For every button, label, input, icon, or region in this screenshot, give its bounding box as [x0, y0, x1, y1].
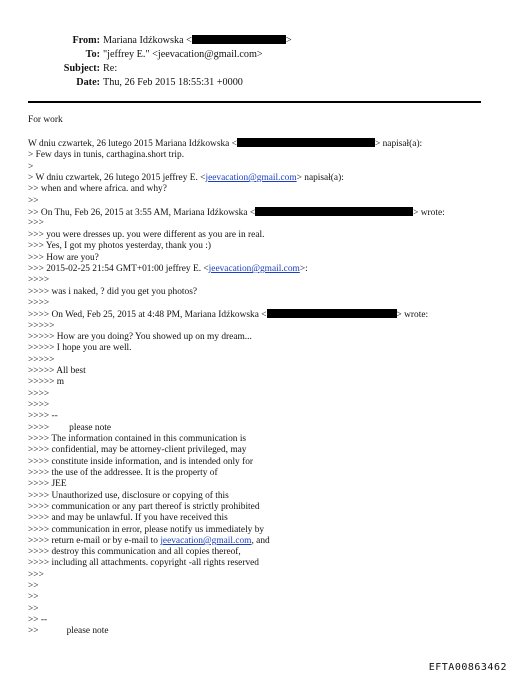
- text: >> On Thu, Feb 26, 2015 at 3:55 AM, Mariana Idźkowska <: [28, 208, 256, 218]
- body-line: >>>> and may be unlawful. If you have received this: [28, 513, 228, 523]
- email-link[interactable]: jeevacation@gmail.com: [208, 264, 300, 274]
- text: please note: [66, 626, 109, 636]
- text: >>>>: [28, 423, 50, 433]
- body-line: [28, 423, 111, 434]
- body-line: >>>> communication or any part thereof is strictly prohibited: [28, 502, 260, 512]
- body-line: >>>> communication in error, please notify us immediately by: [28, 525, 265, 535]
- body-line: >>>>>: [28, 321, 55, 331]
- body-line: >>>>> How are you doing? You showed up on my dream...: [28, 332, 252, 342]
- body-line: [28, 207, 445, 218]
- body-line: >>>> Unauthorized use, disclosure or copying of this: [28, 491, 229, 501]
- text: >:: [299, 264, 308, 274]
- redaction-bar: [267, 309, 397, 318]
- text: > napisał(a):: [374, 139, 423, 149]
- body-line: >>>>: [28, 389, 50, 399]
- redaction-bar: [192, 35, 286, 44]
- body-line: >>>>: [28, 275, 50, 285]
- redaction-bar: [255, 207, 413, 216]
- body-line: >>>>> All best: [28, 366, 86, 376]
- body-line: [28, 536, 270, 547]
- body-line: >>>>: [28, 400, 50, 410]
- body-line: >>>> constitute inside information, and is intended only for: [28, 457, 254, 467]
- body-line: >> when and where africa. and why?: [28, 184, 167, 194]
- body-line: >> --: [28, 615, 48, 625]
- body-line: >>>> the use of the addressee. It is the property of: [28, 468, 218, 478]
- date-value: Thu, 26 Feb 2015 18:55:31 +0000: [103, 77, 243, 88]
- body-line: >>: [28, 581, 39, 591]
- body-line: >: [28, 162, 34, 172]
- from-name: Mariana Idźkowska <: [103, 35, 192, 46]
- body-line: >>>> --: [28, 411, 58, 421]
- body-line: [28, 309, 428, 320]
- header-subject: [0, 62, 512, 75]
- body-line: >>>> destroy this communication and all copies thereof,: [28, 547, 241, 557]
- from-value: [103, 34, 292, 47]
- body-line: >>>>>: [28, 355, 55, 365]
- body-line: >>: [28, 604, 39, 614]
- body-line: > Few days in tunis, carthagina.short trip.: [28, 150, 185, 160]
- body-line: >>>> confidential, may be attorney-client privileged, may: [28, 445, 247, 455]
- header-to: [0, 48, 512, 61]
- body-line: >>>> JEE: [28, 479, 67, 489]
- body-line: [28, 264, 308, 275]
- body-line: [28, 173, 344, 184]
- body-line: >>>> was i naked, ? did you get you photos?: [28, 287, 198, 297]
- document-id: EFTA00863462: [428, 662, 507, 673]
- email-link[interactable]: jeevacation@gmail.com: [160, 536, 252, 546]
- body-line: [28, 626, 109, 637]
- text: >>: [28, 626, 39, 636]
- text: >>> 2015-02-25 21:54 GMT+01:00 jeffrey E. <: [28, 264, 209, 274]
- body-line: For work: [28, 115, 63, 125]
- body-line: >>>> The information contained in this communication is: [28, 434, 247, 444]
- text: > wrote:: [396, 310, 429, 320]
- header-date: [0, 76, 512, 89]
- header-divider: [28, 101, 481, 103]
- text: >>>> On Wed, Feb 25, 2015 at 4:48 PM, Mariana Idźkowska <: [28, 310, 267, 320]
- redaction-bar: [237, 138, 375, 147]
- body-line: [28, 138, 422, 149]
- from-close: >: [285, 35, 292, 46]
- body-line: >>>>> I hope you are well.: [28, 343, 132, 353]
- body-line: >>>: [28, 570, 44, 580]
- email-link[interactable]: jeevacation@gmail.com: [205, 173, 297, 183]
- text: W dniu czwartek, 26 lutego 2015 Mariana Idźkowska <: [28, 139, 237, 149]
- body-line: >>> Yes, I got my photos yesterday, thank you :): [28, 241, 211, 251]
- body-line: >>>>> m: [28, 377, 65, 387]
- body-line: >>: [28, 592, 39, 602]
- text: > wrote:: [413, 208, 445, 218]
- body-line: >>> you were dresses up. you were different as you are in real.: [28, 230, 265, 240]
- from-label: From:: [72, 35, 100, 46]
- text: >>>> return e-mail or by e-mail to: [28, 536, 161, 546]
- body-line: >>>>: [28, 298, 50, 308]
- text: please note: [69, 423, 112, 433]
- body-line: >>: [28, 196, 39, 206]
- body-line: >>>: [28, 218, 44, 228]
- text: , and: [251, 536, 270, 546]
- date-label: Date:: [76, 77, 100, 88]
- to-label: To:: [85, 49, 100, 60]
- subject-label: Subject:: [63, 63, 100, 74]
- body-line: >>> How are you?: [28, 253, 99, 263]
- subject-value: Re:: [103, 63, 118, 74]
- header-from: [0, 34, 512, 47]
- to-value: "jeffrey E." <jeevacation@gmail.com>: [103, 49, 263, 60]
- body-line: >>>> including all attachments. copyright -all rights reserved: [28, 558, 259, 568]
- text: > W dniu czwartek, 26 lutego 2015 jeffrey E. <: [28, 173, 206, 183]
- text: > napisał(a):: [296, 173, 344, 183]
